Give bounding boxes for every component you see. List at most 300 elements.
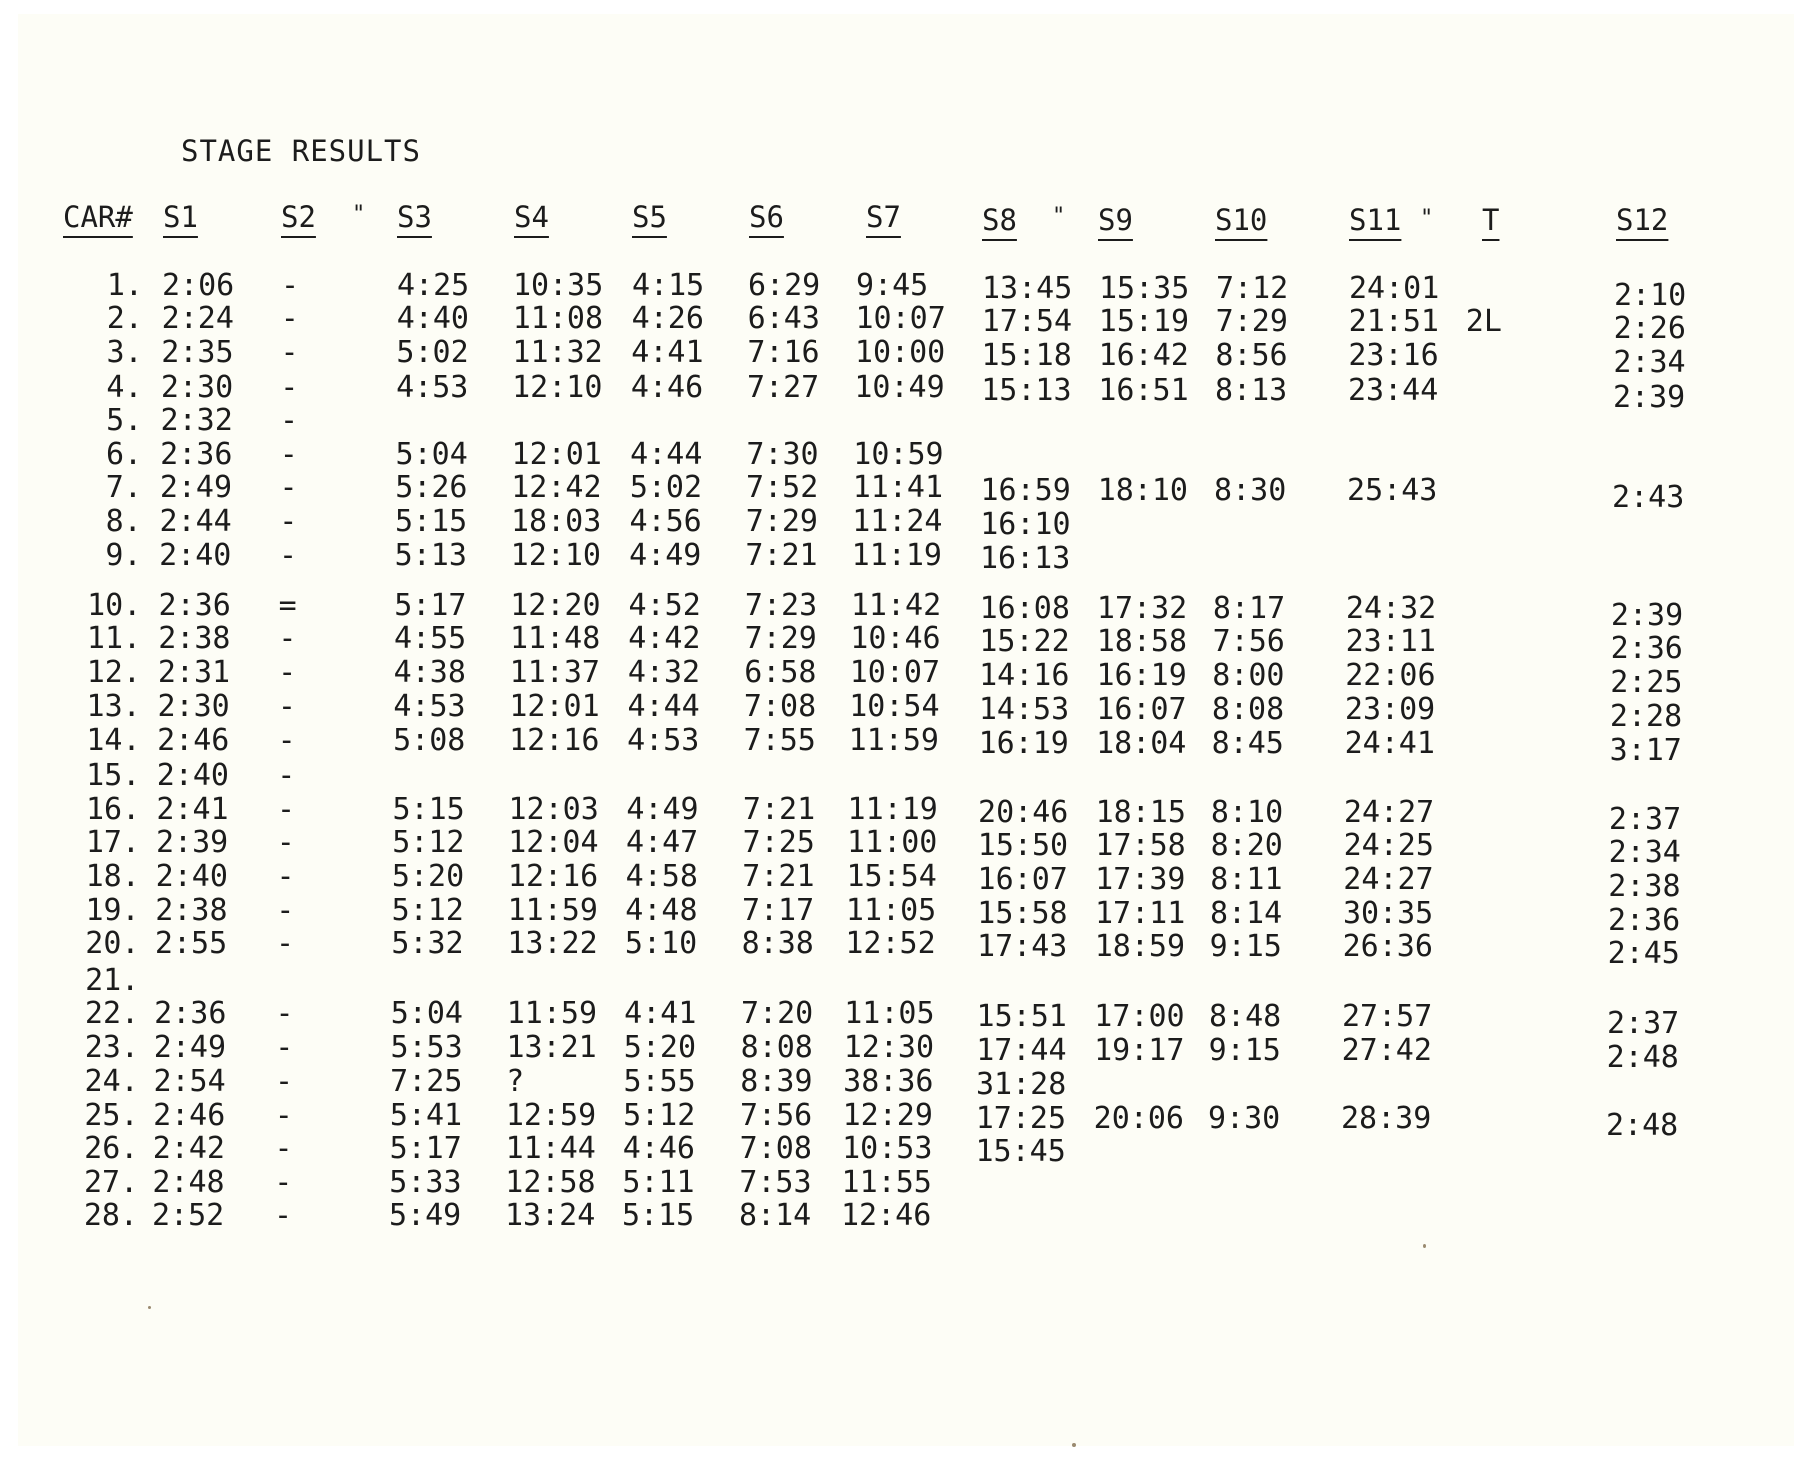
car-number: 4. — [106, 370, 143, 405]
cell-s3: 4:53 — [393, 689, 466, 724]
cell-s11: 24:27 — [1343, 862, 1434, 897]
car-number: 1. — [106, 268, 143, 303]
cell-s5: 5:20 — [623, 1030, 697, 1065]
car-number: 16. — [85, 792, 141, 827]
cell-s3: 5:32 — [391, 926, 464, 961]
cell-s1: 2:24 — [161, 301, 234, 336]
car-number: 6. — [105, 437, 143, 472]
car-number: 20. — [85, 926, 140, 961]
cell-s4: 11:08 — [512, 301, 604, 336]
car-number: 26. — [84, 1131, 139, 1166]
cell-s8: 16:07 — [977, 862, 1068, 897]
cell-s2: - — [274, 1098, 293, 1133]
cell-s11: 30:35 — [1342, 896, 1434, 931]
cell-s1: 2:36 — [154, 996, 227, 1031]
cell-s6: 7:29 — [744, 621, 817, 656]
cell-s3: 5:53 — [390, 1030, 463, 1065]
cell-s6: 8:38 — [741, 926, 814, 961]
cell-s12: 2:28 — [1609, 699, 1683, 734]
cell-s6: 7:08 — [739, 1131, 812, 1166]
cell-s6: 7:08 — [743, 689, 817, 724]
cell-s8: 15:50 — [977, 828, 1069, 863]
cell-s7: 10:07 — [849, 655, 941, 690]
cell-s6: 7:23 — [744, 588, 818, 623]
cell-s5: 4:48 — [625, 893, 698, 928]
cell-s5: 4:53 — [627, 723, 700, 758]
cell-s2: - — [277, 723, 296, 758]
cell-s1: 2:49 — [159, 470, 233, 505]
cell-s1: 2:44 — [159, 504, 232, 539]
cell-s2: - — [276, 926, 295, 961]
cell-s8: 15:18 — [981, 338, 1072, 373]
cell-s9: 16:51 — [1098, 373, 1189, 408]
cell-s7: 11:59 — [848, 723, 939, 758]
cell-s7: 15:54 — [846, 859, 937, 894]
cell-s5: 4:58 — [625, 859, 698, 894]
cell-s2: - — [275, 1064, 294, 1099]
cell-s9: 16:42 — [1098, 338, 1189, 373]
cell-s3: 5:17 — [394, 588, 467, 623]
cell-s11: 28:39 — [1340, 1101, 1432, 1136]
cell-s4: 13:22 — [507, 926, 598, 961]
cell-s5: 4:26 — [631, 301, 704, 336]
cell-s7: 11:41 — [852, 470, 944, 505]
cell-s3: 5:13 — [394, 538, 467, 573]
cell-s1: 2:40 — [159, 538, 232, 573]
cell-s8: 16:13 — [979, 541, 1071, 576]
cell-s12: 2:26 — [1613, 311, 1686, 346]
cell-s7: 11:24 — [852, 504, 943, 539]
cell-s3: 5:20 — [391, 859, 465, 894]
cell-s5: 4:49 — [626, 792, 699, 827]
header-s11: S11 — [1349, 203, 1402, 237]
cell-s7: 11:42 — [850, 588, 942, 623]
cell-s1: 2:38 — [158, 621, 231, 656]
paper-speck — [1423, 1244, 1426, 1248]
cell-s5: 5:12 — [623, 1098, 696, 1133]
cell-s4: 12:16 — [509, 723, 600, 758]
cell-s12: 2:37 — [1608, 802, 1682, 837]
cell-s8: 20:46 — [978, 795, 1069, 830]
cell-s2: - — [275, 996, 294, 1031]
cell-s4: 18:03 — [510, 504, 602, 539]
cell-s3: 5:12 — [391, 893, 464, 928]
cell-s2: - — [280, 370, 299, 405]
cell-s4: 12:16 — [507, 859, 599, 894]
cell-s10: 9:15 — [1209, 929, 1282, 964]
cell-s10: 8:11 — [1210, 862, 1283, 897]
cell-s10: 7:29 — [1215, 304, 1288, 339]
cell-s8: 17:25 — [975, 1101, 1067, 1136]
cell-s4: 11:48 — [509, 621, 601, 656]
cell-s11: 27:42 — [1341, 1033, 1432, 1068]
cell-s6: 7:29 — [745, 504, 818, 539]
cell-s8: 13:45 — [982, 271, 1073, 306]
cell-s2: - — [281, 268, 300, 303]
cell-s11: 24:25 — [1343, 828, 1434, 863]
cell-s6: 7:21 — [745, 538, 818, 573]
cell-s1: 2:46 — [157, 723, 230, 758]
cell-s6: 7:21 — [742, 859, 815, 894]
cell-s6: 7:17 — [741, 893, 815, 928]
cell-s5: 5:15 — [622, 1198, 695, 1233]
cell-s2: - — [280, 301, 299, 336]
cell-s2: - — [278, 621, 297, 656]
cell-s1: 2:36 — [158, 588, 231, 623]
cell-s11: 25:43 — [1347, 473, 1438, 508]
cell-s5: 4:44 — [627, 689, 700, 724]
cell-t: 2L — [1465, 304, 1502, 339]
cell-s8: 16:10 — [980, 507, 1071, 542]
cell-s2: - — [276, 893, 295, 928]
cell-s6: 6:58 — [744, 655, 817, 690]
cell-s9: 18:04 — [1096, 726, 1187, 761]
cell-s7: 10:54 — [849, 689, 940, 724]
cell-s9: 18:10 — [1097, 473, 1188, 508]
cell-s9: 17:58 — [1095, 828, 1186, 863]
cell-s1: 2:55 — [154, 926, 228, 961]
cell-s9: 17:00 — [1094, 999, 1185, 1034]
cell-s3: 5:41 — [389, 1098, 463, 1133]
cell-s10: 8:45 — [1211, 726, 1284, 761]
cell-s6: 7:21 — [742, 792, 816, 827]
cell-s10: 8:30 — [1214, 473, 1287, 508]
cell-s5: 4:41 — [624, 996, 697, 1031]
cell-s6: 7:30 — [746, 437, 819, 472]
cell-s3: 4:38 — [393, 655, 466, 690]
cell-s2: = — [278, 588, 297, 623]
cell-s10: 7:56 — [1212, 624, 1285, 659]
cell-s11: 23:44 — [1348, 373, 1439, 408]
cell-s9: 15:35 — [1099, 271, 1190, 306]
cell-s10: 8:14 — [1209, 896, 1283, 931]
cell-s7: 10:00 — [854, 335, 946, 370]
cell-s4: 11:59 — [507, 893, 598, 928]
cell-s10: 8:20 — [1210, 828, 1283, 863]
cell-s9: 18:59 — [1094, 929, 1186, 964]
cell-s4: 12:42 — [511, 470, 602, 505]
cell-s7: 11:55 — [841, 1165, 932, 1200]
cell-s12: 2:34 — [1613, 345, 1686, 380]
cell-s10: 8:48 — [1208, 999, 1282, 1034]
cell-s6: 8:08 — [740, 1030, 813, 1065]
cell-s2: - — [279, 403, 299, 438]
cell-s7: 11:19 — [847, 792, 938, 827]
cell-s2: - — [277, 758, 296, 793]
cell-s4: 12:10 — [512, 370, 603, 405]
cell-s12: 2:34 — [1608, 835, 1681, 870]
cell-s1: 2:39 — [156, 825, 229, 860]
cell-s12: 2:38 — [1608, 869, 1681, 904]
cell-s3: 5:12 — [392, 825, 465, 860]
cell-s4: 12:20 — [510, 588, 601, 623]
cell-s4: 12:03 — [508, 792, 599, 827]
cell-s6: 6:29 — [748, 268, 821, 303]
cell-s1: 2:52 — [152, 1198, 225, 1233]
cell-s12: 2:36 — [1610, 631, 1683, 666]
cell-s6: 7:55 — [743, 723, 816, 758]
cell-s5: 4:42 — [628, 621, 701, 656]
page-title: STAGE RESULTS — [181, 134, 421, 168]
cell-s2: - — [277, 792, 296, 827]
cell-s4: 12:10 — [510, 538, 601, 573]
cell-s1: 2:40 — [156, 758, 229, 793]
car-number: 10. — [87, 588, 142, 623]
car-number: 17. — [85, 825, 140, 860]
cell-s3: 5:04 — [395, 437, 468, 472]
cell-s7: 11:05 — [845, 893, 937, 928]
header-s10: S10 — [1215, 203, 1268, 237]
cell-s6: 7:53 — [739, 1165, 812, 1200]
cell-s1: 2:30 — [160, 370, 234, 405]
cell-s7: 11:00 — [847, 825, 938, 860]
cell-s2: - — [275, 1030, 294, 1065]
cell-s12: 2:10 — [1614, 278, 1687, 313]
cell-s6: 7:52 — [746, 470, 819, 505]
cell-s5: 4:41 — [631, 335, 704, 370]
cell-s5: 4:47 — [626, 825, 699, 860]
cell-s11: 24:27 — [1343, 795, 1435, 830]
cell-s11: 24:01 — [1349, 271, 1440, 306]
cell-s7: 11:19 — [851, 538, 942, 573]
cell-s1: 2:46 — [153, 1098, 226, 1133]
cell-s1: 2:38 — [155, 893, 228, 928]
cell-s5: 4:56 — [629, 504, 702, 539]
ditto-mark: " — [352, 202, 366, 227]
cell-s2: - — [280, 335, 299, 370]
cell-s2: - — [276, 825, 295, 860]
cell-s9: 18:15 — [1095, 795, 1186, 830]
header-s1: S1 — [163, 200, 198, 234]
cell-s3: 7:25 — [390, 1064, 463, 1099]
cell-s7: 11:05 — [844, 996, 935, 1031]
cell-s12: 2:48 — [1605, 1108, 1679, 1143]
cell-s1: 2:54 — [153, 1064, 226, 1099]
paper-speck — [148, 1306, 151, 1309]
cell-s11: 22:06 — [1345, 658, 1436, 693]
cell-s8: 17:44 — [976, 1033, 1067, 1068]
cell-s5: 4:49 — [629, 538, 702, 573]
cell-s9: 17:11 — [1094, 896, 1186, 931]
cell-s10: 8:10 — [1210, 795, 1284, 830]
car-number: 23. — [84, 1030, 139, 1065]
cell-s3: 5:33 — [389, 1165, 462, 1200]
car-number: 18. — [85, 859, 140, 894]
cell-s7: 10:49 — [854, 370, 945, 405]
cell-s7: 10:07 — [855, 301, 946, 336]
cell-s5: 4:15 — [632, 268, 705, 303]
cell-s4: 11:37 — [509, 655, 600, 690]
cell-s4: 10:35 — [513, 268, 604, 303]
cell-s8: 16:59 — [980, 473, 1071, 508]
cell-s2: - — [274, 1198, 293, 1233]
cell-s12: 2:39 — [1613, 380, 1686, 415]
cell-s3: 5:08 — [393, 723, 466, 758]
car-number: 14. — [86, 723, 141, 758]
cell-s6: 7:20 — [740, 996, 814, 1031]
cell-s4: 11:32 — [512, 335, 603, 370]
cell-s7: 12:30 — [843, 1030, 935, 1065]
cell-s2: - — [279, 504, 298, 539]
ditto-mark: " — [1052, 204, 1066, 229]
cell-s2: - — [274, 1165, 293, 1200]
car-number: 9. — [105, 538, 142, 573]
cell-s7: 12:29 — [842, 1098, 933, 1133]
header-s8: S8 — [982, 203, 1017, 237]
header-car: CAR# — [63, 200, 133, 234]
cell-s2: - — [274, 1131, 293, 1166]
cell-s5: 4:46 — [622, 1131, 695, 1166]
cell-s1: 2:48 — [152, 1165, 225, 1200]
cell-s7: 12:52 — [845, 926, 936, 961]
ditto-mark: " — [1420, 206, 1434, 231]
cell-s6: 8:14 — [739, 1198, 812, 1233]
cell-s11: 23:09 — [1344, 692, 1436, 727]
cell-s8: 15:22 — [979, 624, 1070, 659]
cell-s8: 15:45 — [975, 1134, 1066, 1169]
cell-s3: 5:49 — [389, 1198, 462, 1233]
cell-s6: 7:27 — [747, 370, 820, 405]
cell-s3: 5:26 — [395, 470, 468, 505]
cell-s5: 5:02 — [629, 470, 703, 505]
cell-s4: 13:24 — [505, 1198, 596, 1233]
cell-s9: 19:17 — [1094, 1033, 1185, 1068]
cell-s6: 8:39 — [740, 1064, 813, 1099]
cell-s1: 2:32 — [160, 403, 233, 438]
cell-s4: 11:44 — [505, 1131, 596, 1166]
cell-s9: 17:39 — [1095, 862, 1186, 897]
cell-s9: 18:58 — [1096, 624, 1188, 659]
cell-s10: 9:15 — [1208, 1033, 1281, 1068]
cell-s8: 14:53 — [978, 692, 1070, 727]
cell-s7: 10:59 — [853, 437, 944, 472]
cell-s6: 7:25 — [742, 825, 815, 860]
cell-s3: 5:15 — [392, 792, 465, 827]
cell-s9: 20:06 — [1093, 1101, 1184, 1136]
cell-s8: 31:28 — [976, 1067, 1067, 1102]
header-s7: S7 — [866, 200, 901, 234]
header-s3: S3 — [397, 200, 432, 234]
cell-s12: 2:37 — [1606, 1006, 1680, 1041]
header-t: T — [1482, 203, 1500, 237]
cell-s7: 12:46 — [841, 1198, 932, 1233]
cell-s2: - — [279, 470, 298, 505]
cell-s1: 2:30 — [157, 689, 230, 724]
cell-s7: 38:36 — [843, 1064, 934, 1099]
car-number: 25. — [84, 1098, 139, 1133]
cell-s8: 15:51 — [976, 999, 1067, 1034]
car-number: 5. — [106, 403, 143, 438]
cell-s10: 8:08 — [1211, 692, 1285, 727]
cell-s1: 2:36 — [160, 437, 233, 472]
cell-s2: - — [276, 859, 295, 894]
cell-s10: 8:13 — [1215, 373, 1288, 408]
cell-s12: 2:36 — [1607, 903, 1681, 938]
car-number: 3. — [106, 335, 143, 370]
cell-s7: 10:46 — [850, 621, 941, 656]
cell-s5: 5:55 — [623, 1064, 696, 1099]
cell-s4: 13:21 — [506, 1030, 597, 1065]
cell-s3: 4:53 — [396, 370, 469, 405]
cell-s4: 12:59 — [505, 1098, 597, 1133]
car-number: 12. — [86, 655, 141, 690]
cell-s5: 5:10 — [624, 926, 698, 961]
cell-s4: 12:01 — [509, 689, 600, 724]
cell-s11: 23:11 — [1345, 624, 1436, 659]
header-s2: S2 — [281, 200, 316, 234]
cell-s6: 6:43 — [747, 301, 820, 336]
cell-s1: 2:31 — [157, 655, 231, 690]
cell-s11: 24:41 — [1344, 726, 1435, 761]
cell-s5: 4:44 — [630, 437, 703, 472]
cell-s12: 2:48 — [1606, 1040, 1679, 1075]
cell-s4: 12:58 — [505, 1165, 596, 1200]
car-number: 15. — [86, 758, 141, 793]
cell-s12: 2:25 — [1610, 665, 1683, 700]
cell-s2: - — [278, 655, 297, 690]
cell-s12: 3:17 — [1609, 733, 1682, 768]
cell-s5: 4:32 — [627, 655, 701, 690]
car-number: 19. — [85, 893, 140, 928]
cell-s4: 11:59 — [506, 996, 598, 1031]
cell-s12: 2:39 — [1610, 598, 1684, 633]
cell-s3: 4:25 — [397, 268, 470, 303]
cell-s1: 2:35 — [161, 335, 234, 370]
cell-s3: 5:15 — [394, 504, 468, 539]
car-number: 22. — [84, 996, 140, 1031]
cell-s2: - — [277, 689, 296, 724]
header-s4: S4 — [514, 200, 549, 234]
cell-s10: 8:17 — [1212, 591, 1286, 626]
cell-s5: 5:11 — [622, 1165, 695, 1200]
cell-s1: 2:42 — [152, 1131, 225, 1166]
car-number: 27. — [83, 1165, 139, 1200]
header-s5: S5 — [632, 200, 667, 234]
car-number: 2. — [106, 301, 143, 336]
cell-s1: 2:40 — [155, 859, 228, 894]
cell-s9: 16:19 — [1096, 658, 1187, 693]
car-number: 7. — [105, 470, 142, 505]
cell-s4: ? — [506, 1064, 525, 1099]
cell-s8: 16:19 — [978, 726, 1069, 761]
cell-s7: 10:53 — [842, 1131, 933, 1166]
car-number: 8. — [105, 504, 142, 539]
cell-s12: 2:43 — [1612, 480, 1685, 515]
cell-s1: 2:41 — [156, 792, 229, 827]
cell-s2: - — [279, 437, 298, 472]
car-number: 28. — [83, 1198, 138, 1233]
cell-s12: 2:45 — [1607, 936, 1680, 971]
cell-s3: 4:40 — [396, 301, 469, 336]
cell-s3: 4:55 — [393, 621, 467, 656]
cell-s11: 23:16 — [1348, 338, 1439, 373]
paper-speck — [1072, 1443, 1076, 1447]
cell-s1: 2:49 — [153, 1030, 227, 1065]
cell-s11: 26:36 — [1342, 929, 1433, 964]
cell-s11: 27:57 — [1341, 999, 1433, 1034]
cell-s9: 15:19 — [1098, 304, 1190, 339]
cell-s3: 5:04 — [390, 996, 463, 1031]
cell-s9: 16:07 — [1096, 692, 1187, 727]
cell-s11: 21:51 — [1348, 304, 1439, 339]
car-number: 13. — [86, 689, 141, 724]
cell-s10: 8:56 — [1215, 338, 1288, 373]
cell-s2: - — [278, 538, 298, 573]
cell-s8: 15:58 — [977, 896, 1068, 931]
header-s6: S6 — [749, 200, 784, 234]
cell-s4: 12:01 — [511, 437, 602, 472]
cell-s8: 15:13 — [981, 373, 1072, 408]
